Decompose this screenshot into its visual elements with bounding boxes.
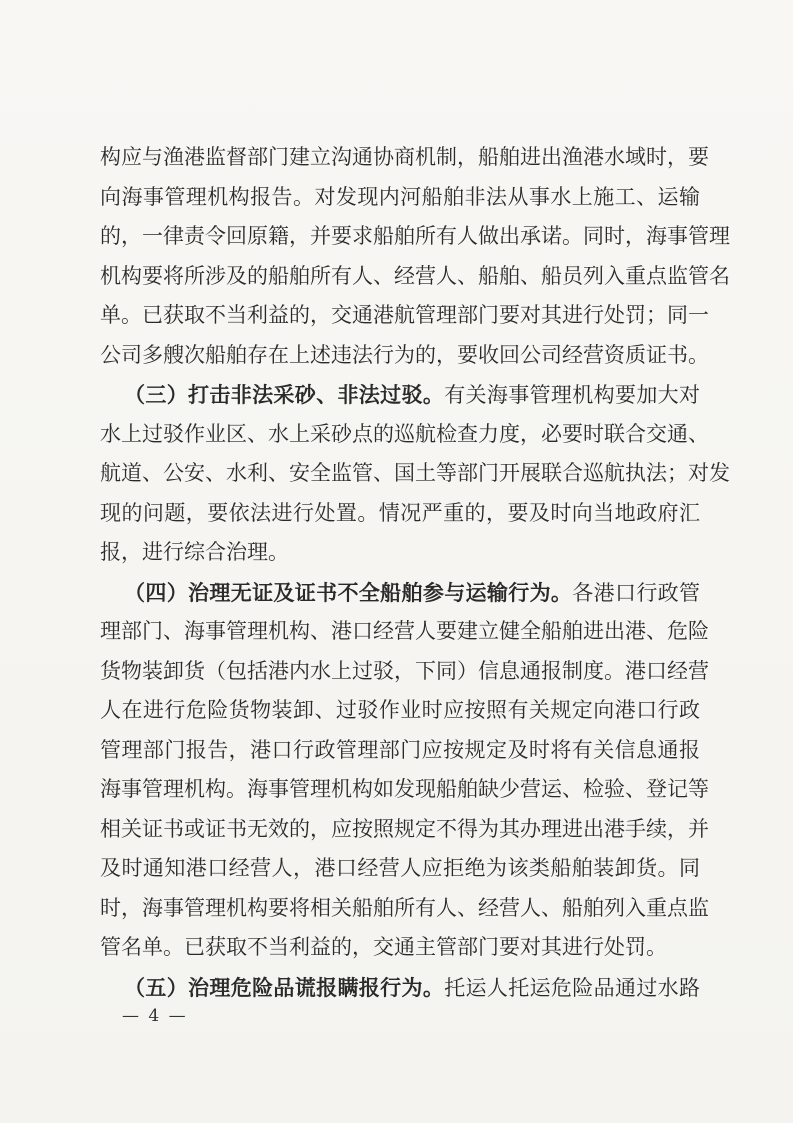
- line-text: 构应与渔港监督部门建立沟通协商机制，船舶进出渔港水域时，要: [100, 145, 709, 169]
- text-line: [100, 770, 709, 810]
- line-text: 相关证书或证书无效的，应按照规定不得为其办理进出港手续，并: [100, 816, 709, 841]
- section-4-first-line: [100, 573, 700, 613]
- line-text: 管理部门报告，港口行政管理部门应按规定及时将有关信息通报: [100, 737, 700, 762]
- text-line: [100, 336, 709, 376]
- line-text: 各港口行政管: [572, 580, 701, 605]
- text-line: [100, 928, 700, 968]
- line-text: 机构要将所涉及的船舶所有人、经营人、船舶、船员列入重点监管名: [100, 263, 730, 288]
- text-line: [100, 296, 709, 336]
- line-text: 公司多艘次船舶存在上述违法行为的，要收回公司经营资质证书。: [100, 342, 709, 367]
- text-line: [100, 454, 730, 494]
- line-text: 单。已获取不当利益的，交通港航管理部门要对其进行处罚；同一: [100, 303, 709, 327]
- section-5-heading: （五）治理危险品谎报瞒报行为。: [124, 974, 445, 1000]
- line-text: 托运人托运危险品通过水路: [444, 975, 701, 1000]
- text-line: [100, 691, 700, 731]
- line-text: 水上过驳作业区、水上采砂点的巡航检查力度，必要时联合交通、: [100, 421, 709, 446]
- body-text: [100, 138, 730, 1007]
- text-line: [100, 731, 700, 771]
- line-text: 航道、公安、水利、安全监管、国土等部门开展联合巡航执法；对发: [100, 461, 730, 485]
- line-text: 时，海事管理机构要将相关船舶所有人、经营人、船舶列入重点监: [100, 895, 709, 920]
- text-line: [100, 415, 709, 455]
- section-3-first-line: [100, 375, 700, 415]
- line-text: 有关海事管理机构要加大对: [444, 383, 701, 407]
- text-line: [100, 178, 700, 218]
- line-text: 的，一律责令回原籍，并要求船舶所有人做出承诺。同时，海事管理: [100, 224, 730, 248]
- text-line: [100, 217, 730, 257]
- line-text: 向海事管理机构报告。对发现内河船舶非法从事水上施工、运输: [100, 184, 700, 209]
- text-line: [100, 494, 700, 534]
- line-text: 货物装卸货（包括港内水上过驳，下同）信息通报制度。港口经营: [100, 658, 709, 683]
- text-line: [100, 810, 709, 850]
- line-text: 现的问题，要依法进行处置。情况严重的，要及时向当地政府汇: [100, 500, 700, 525]
- text-line: [100, 138, 709, 178]
- line-text: 报，进行综合治理。: [100, 540, 289, 564]
- section-4-heading: （四）治理无证及证书不全船舶参与运输行为。: [124, 579, 573, 605]
- text-line: [100, 257, 730, 297]
- line-text: 理部门、海事管理机构、港口经营人要建立健全船舶进出港、危险: [100, 619, 709, 643]
- text-line: [100, 612, 709, 652]
- line-text: 管名单。已获取不当利益的，交通主管部门要对其进行处罚。: [100, 935, 667, 959]
- section-5-first-line: [100, 968, 700, 1008]
- text-line: [100, 849, 700, 889]
- page-number: — 4 —: [122, 1006, 188, 1026]
- text-line: [100, 889, 709, 929]
- line-text: 人在进行危险货物装卸、过驳作业时应按照有关规定向港口行政: [100, 698, 700, 722]
- section-3-heading: （三）打击非法采砂、非法过驳。: [124, 382, 445, 407]
- line-text: 及时通知港口经营人，港口经营人应拒绝为该类船舶装卸货。同: [100, 856, 700, 880]
- line-text: 海事管理机构。海事管理机构如发现船舶缺少营运、检验、登记等: [100, 777, 709, 801]
- text-line: [100, 652, 709, 692]
- text-line: [100, 533, 700, 573]
